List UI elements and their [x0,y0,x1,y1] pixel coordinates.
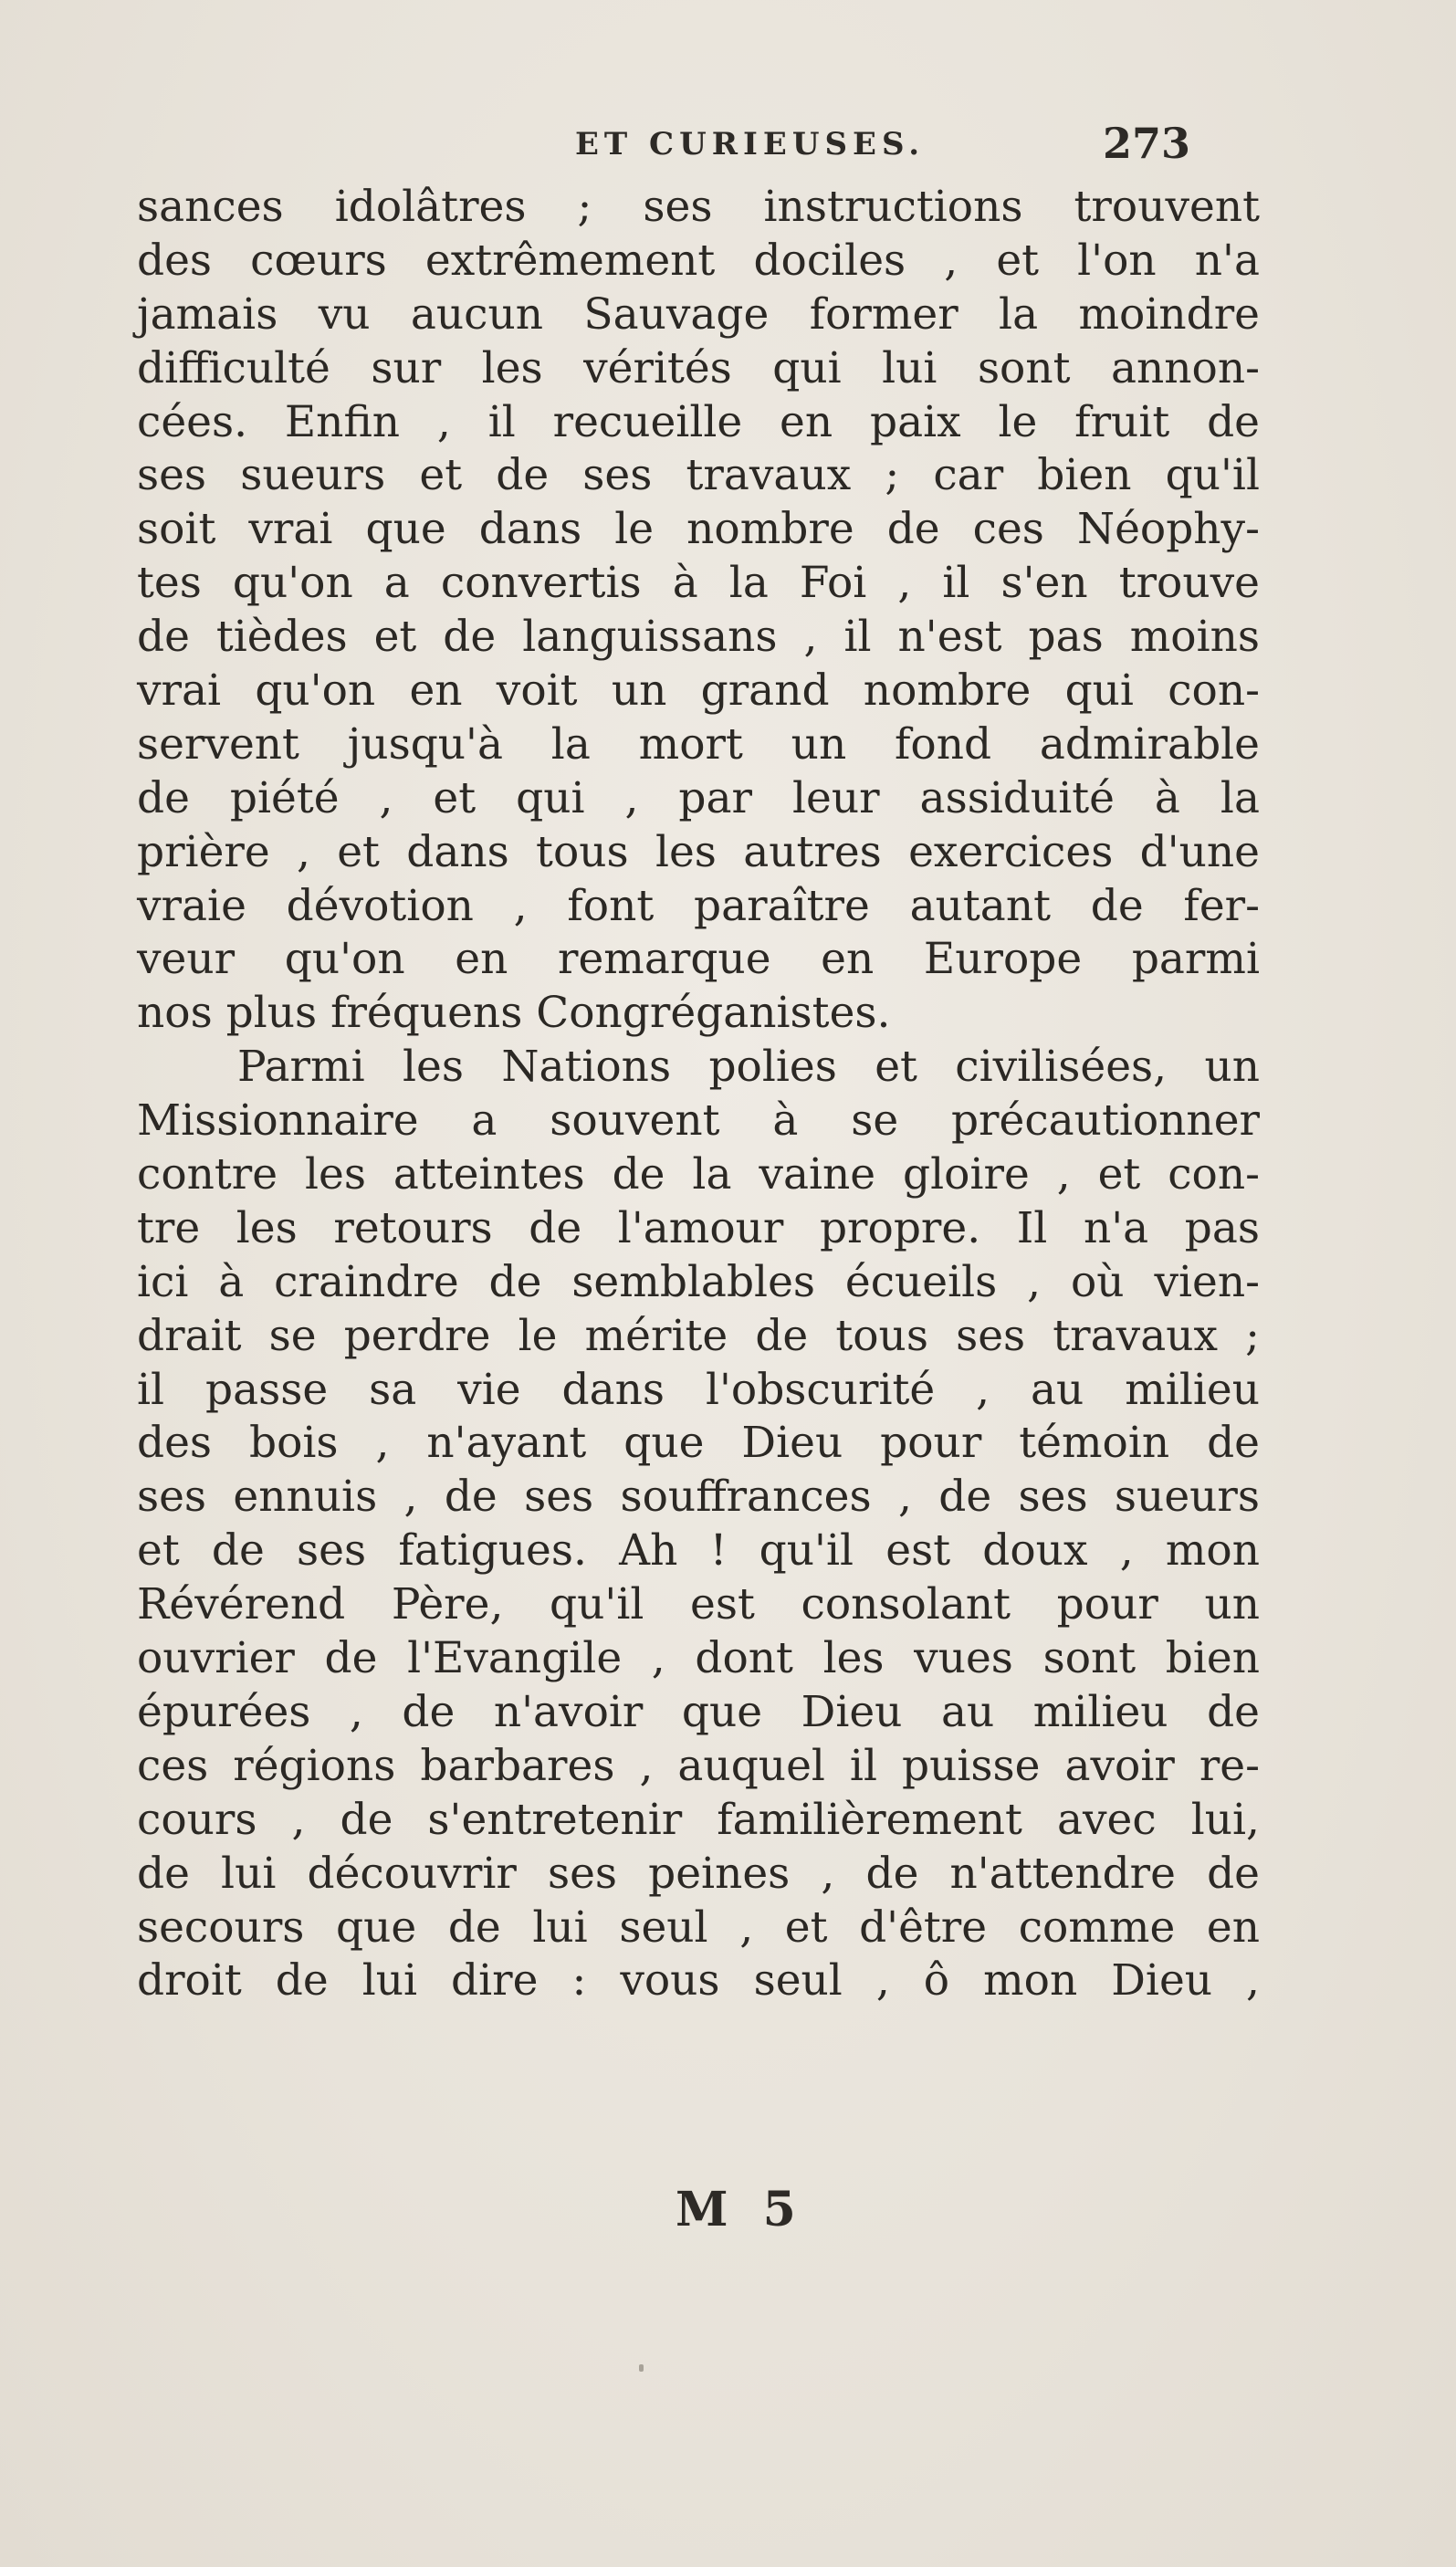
text-line: difficulté sur les vérités qui lui sont annon- [137,342,1260,393]
text-line: Missionnaire a souvent à se précautionner [137,1095,1260,1147]
text-line: servent jusqu'à la mort un fond admirable [137,718,1260,770]
text-line: de piété , et qui , par leur assiduité à la [137,772,1260,823]
text-line: tre les retours de l'amour propre. Il n'a pas [137,1202,1260,1253]
text-line: jamais vu aucun Sauvage former la moindre [137,288,1260,340]
body-text [137,181,1260,2008]
text-line: contre les atteintes de la vaine gloire , et con- [137,1149,1260,1200]
text-line: cours , de s'entretenir familièrement avec lui, [137,1794,1260,1845]
text-line: vraie dévotion , font paraître autant de fer- [137,880,1260,931]
text-line: tes qu'on a convertis à la Foi , il s'en trouve [137,558,1260,609]
text-line: des bois , n'ayant que Dieu pour témoin de [137,1418,1260,1469]
text-line: soit vrai que dans le nombre de ces Néophy- [137,504,1260,555]
page-number: 273 [1103,119,1191,168]
paper-speck [639,2364,644,2372]
signature-mark: M 5 [676,2182,805,2237]
paragraph-start-line: Parmi les Nations polies et civilisées, un [237,1042,1260,1093]
text-line: veur qu'on en remarque en Europe parmi [137,934,1260,985]
text-line: sances idolâtres ; ses instructions trouvent [137,182,1260,232]
text-line: il passe sa vie dans l'obscurité , au milieu [137,1364,1260,1415]
text-line: prière , et dans tous les autres exercices d'une [137,826,1260,877]
text-line: cées. Enfin , il recueille en paix le fruit de [137,396,1260,447]
text-line: de tièdes et de languissans , il n'est pas moins [137,612,1260,663]
text-line: ses ennuis , de ses souffrances , de ses sueurs [137,1472,1260,1523]
running-head: ET CURIEUSES. [575,126,926,162]
text-line: droit de lui dire : vous seul , ô mon Dieu , [137,1955,1260,2006]
text-line: ici à craindre de semblables écueils , où vien- [137,1256,1260,1307]
text-line: Révérend Père, qu'il est consolant pour un [137,1579,1260,1630]
paragraph-end-line: nos plus fréquens Congréganistes. [137,988,891,1039]
text-line: et de ses fatigues. Ah ! qu'il est doux , mon [137,1525,1260,1577]
text-line: des cœurs extrêmement dociles , et l'on n'a [137,235,1260,286]
text-line: ses sueurs et de ses travaux ; car bien qu'il [137,450,1260,501]
text-line: de lui découvrir ses peines , de n'attendre de [137,1848,1260,1899]
text-line: ouvrier de l'Evangile , dont les vues sont bien [137,1633,1260,1684]
text-line: épurées , de n'avoir que Dieu au milieu de [137,1686,1260,1737]
text-line: ces régions barbares , auquel il puisse avoir re- [137,1740,1260,1791]
text-line: drait se perdre le mérite de tous ses travaux ; [137,1310,1260,1361]
text-line: vrai qu'on en voit un grand nombre qui con- [137,665,1260,717]
text-line: secours que de lui seul , et d'être comme en [137,1902,1260,1953]
page-header [0,119,1456,181]
